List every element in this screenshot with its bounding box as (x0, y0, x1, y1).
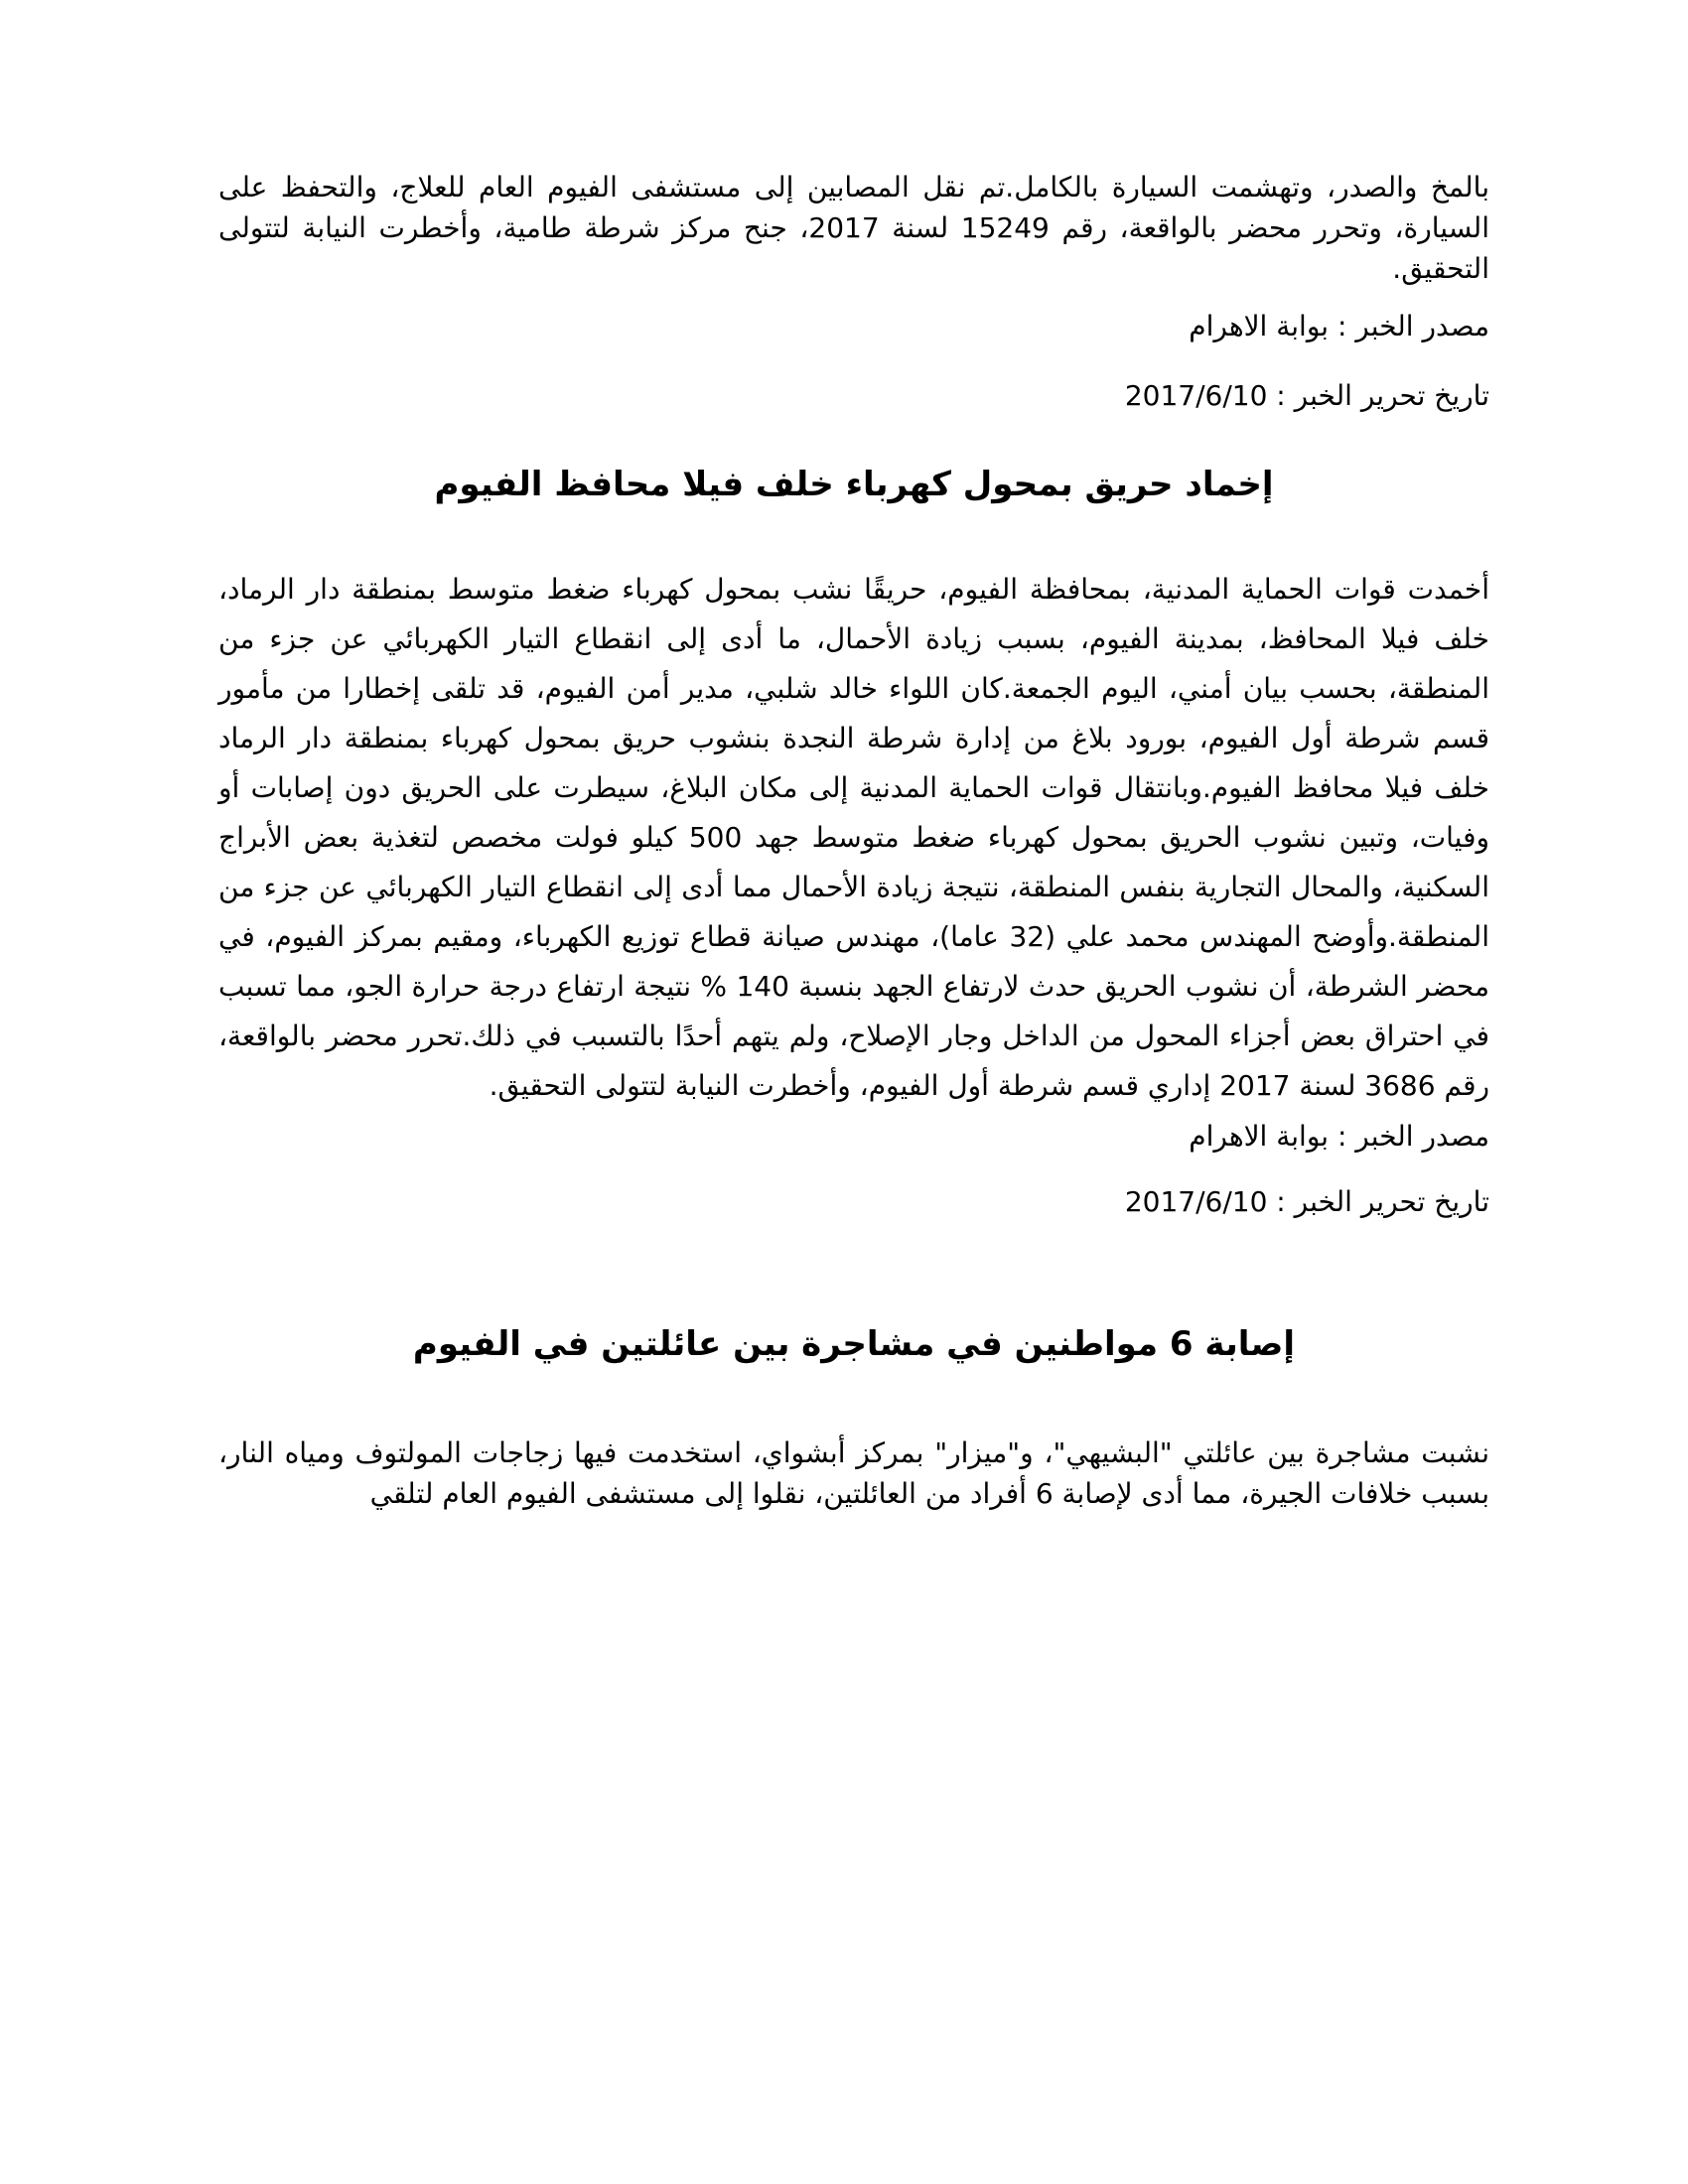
article3-title: إصابة 6 مواطنين في مشاجرة بين عائلتين في الفيوم (412, 1324, 1296, 1364)
article2-body: أخمدت قوات الحماية المدنية، بمحافظة الفيوم، حريقًا نشب بمحول كهرباء ضغط متوسط بمنطقة دار الرماد، خلف فيلا المحافظ، بمدينة الفيوم، بسبب زيادة الأحمال، ما أدى إلى انقطاع التيار الكهربائي عن جزء من المنطقة، بحسب بيان أمني، اليوم الجمعة.كان اللواء خالد شلبي، مدير أمن الفيوم، قد تلقى إخطارا من مأمور قسم شرطة أول الفيوم، بورود بلاغ من إدارة شرطة النجدة بنشوب حريق بمحول كهرباء بمنطقة دار الرماد خلف فيلا محافظ الفيوم.وبانتقال قوات الحماية المدنية إلى مكان البلاغ، سيطرت على الحريق دون إصابات أو وفيات، وتبين نشوب الحريق بمحول كهرباء ضغط متوسط جهد 500 كيلو فولت مخصص لتغذية بعض الأبراج السكنية، والمحال التجارية بنفس المنطقة، نتيجة زيادة الأحمال مما أدى إلى انقطاع التيار الكهربائي عن جزء من المنطقة.وأوضح المهندس محمد علي (32 عاما)، مهندس صيانة قطاع توزيع الكهرباء، ومقيم بمركز الفيوم، في محضر الشرطة، أن نشوب الحريق حدث لارتفاع الجهد بنسبة 140 % نتيجة ارتفاع درجة حرارة الجو، مما تسبب في احتراق بعض أجزاء المحول من الداخل وجار الإصلاح، ولم يتهم أحدًا بالتسبب في ذلك.تحرر محضر بالواقعة، رقم 3686 لسنة 2017 إداري قسم شرطة أول الفيوم، وأخطرت النيابة لتتولى التحقيق. (218, 573, 1489, 1102)
article1-date: تاريخ تحرير الخبر : 2017/6/10 (1124, 379, 1489, 412)
article1-source: مصدر الخبر : بوابة الاهرام (1189, 310, 1489, 342)
article3-body: نشبت مشاجرة بين عائلتي "البشيهي"، و"ميزار" بمركز أبشواي، استخدمت فيها زجاجات المولتوف ومياه النار، بسبب خلافات الجيرة، مما أدى لإصابة 6 أفراد من العائلتين، نقلوا إلى مستشفى الفيوم العام لتلقي (218, 1436, 1489, 1510)
article2-date: تاريخ تحرير الخبر : 2017/6/10 (1124, 1185, 1489, 1218)
document-content (218, 167, 1489, 1514)
article1-continuation: بالمخ والصدر، وتهشمت السيارة بالكامل.تم نقل المصابين إلى مستشفى الفيوم العام للعلاج، والتحفظ على السيارة، وتحرر محضر بالواقعة، رقم 15249 لسنة 2017، جنح مركز شرطة طامية، وأخطرت النيابة لتتولى التحقيق. (218, 171, 1489, 285)
article2-title: إخماد حريق بمحول كهرباء خلف فيلا محافظ الفيوم (434, 465, 1274, 504)
article2-source: مصدر الخبر : بوابة الاهرام (1189, 1120, 1489, 1153)
